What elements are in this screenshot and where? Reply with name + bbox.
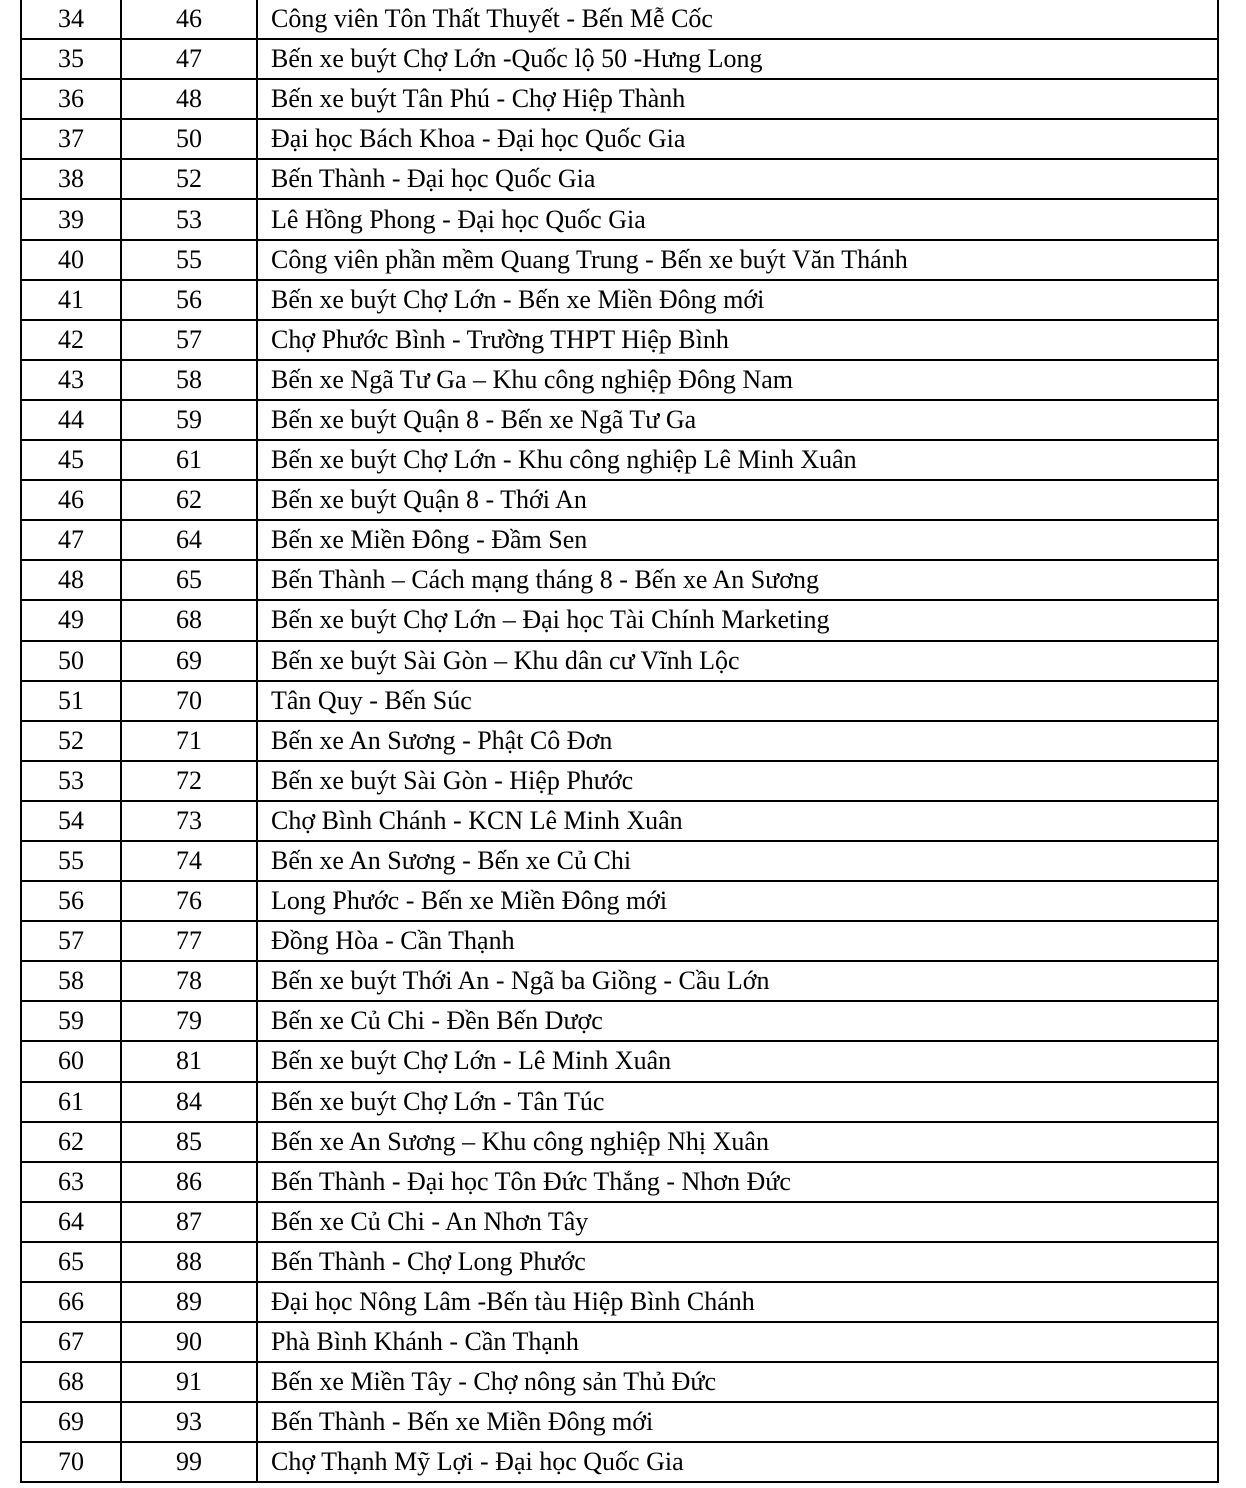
route-number-cell: 73: [121, 801, 257, 841]
table-row: [21, 39, 1218, 79]
route-number-cell: 65: [121, 560, 257, 600]
route-name-cell: Lê Hồng Phong - Đại học Quốc Gia: [257, 199, 1218, 239]
route-name-cell: Bến xe buýt Chợ Lớn - Lê Minh Xuân: [257, 1041, 1218, 1081]
route-number-cell: 77: [121, 921, 257, 961]
route-name-cell: Công viên phần mềm Quang Trung - Bến xe buýt Văn Thánh: [257, 240, 1218, 280]
route-number-cell: 81: [121, 1041, 257, 1081]
route-name-cell: Tân Quy - Bến Súc: [257, 681, 1218, 721]
route-number-cell: 91: [121, 1362, 257, 1402]
route-number-cell: 64: [121, 520, 257, 560]
row-index-cell: 53: [21, 761, 121, 801]
route-number-cell: 52: [121, 159, 257, 199]
row-index-cell: 36: [21, 79, 121, 119]
row-index-cell: 44: [21, 400, 121, 440]
row-index-cell: 62: [21, 1122, 121, 1162]
route-name-cell: Bến Thành - Bến xe Miền Đông mới: [257, 1402, 1218, 1442]
table-row: [21, 400, 1218, 440]
route-name-cell: Bến Thành - Chợ Long Phước: [257, 1242, 1218, 1282]
table-row: [21, 1162, 1218, 1202]
route-number-cell: 79: [121, 1001, 257, 1041]
route-number-cell: 72: [121, 761, 257, 801]
route-number-cell: 84: [121, 1082, 257, 1122]
table-row: [21, 0, 1218, 39]
table-row: [21, 560, 1218, 600]
route-name-cell: Bến xe buýt Quận 8 - Thới An: [257, 480, 1218, 520]
table-row: [21, 1242, 1218, 1282]
route-name-cell: Bến xe buýt Quận 8 - Bến xe Ngã Tư Ga: [257, 400, 1218, 440]
table-row: [21, 1322, 1218, 1362]
route-name-cell: Bến xe buýt Chợ Lớn – Đại học Tài Chính Marketing: [257, 600, 1218, 640]
table-row: [21, 641, 1218, 681]
row-index-cell: 39: [21, 199, 121, 239]
row-index-cell: 45: [21, 440, 121, 480]
bus-route-table: [20, 0, 1219, 1483]
row-index-cell: 43: [21, 360, 121, 400]
row-index-cell: 55: [21, 841, 121, 881]
route-name-cell: Bến xe An Sương - Bến xe Củ Chi: [257, 841, 1218, 881]
table-row: [21, 1362, 1218, 1402]
table-row: [21, 1122, 1218, 1162]
route-number-cell: 55: [121, 240, 257, 280]
row-index-cell: 67: [21, 1322, 121, 1362]
row-index-cell: 68: [21, 1362, 121, 1402]
row-index-cell: 70: [21, 1442, 121, 1482]
route-name-cell: Bến xe Miền Đông - Đầm Sen: [257, 520, 1218, 560]
row-index-cell: 35: [21, 39, 121, 79]
route-number-cell: 93: [121, 1402, 257, 1442]
route-number-cell: 68: [121, 600, 257, 640]
row-index-cell: 63: [21, 1162, 121, 1202]
table-row: [21, 119, 1218, 159]
route-number-cell: 69: [121, 641, 257, 681]
table-row: [21, 881, 1218, 921]
route-number-cell: 86: [121, 1162, 257, 1202]
row-index-cell: 56: [21, 881, 121, 921]
row-index-cell: 66: [21, 1282, 121, 1322]
table-row: [21, 761, 1218, 801]
route-name-cell: Bến Thành – Cách mạng tháng 8 - Bến xe An Sương: [257, 560, 1218, 600]
row-index-cell: 40: [21, 240, 121, 280]
table-row: [21, 199, 1218, 239]
row-index-cell: 48: [21, 560, 121, 600]
route-number-cell: 59: [121, 400, 257, 440]
route-name-cell: Bến xe buýt Chợ Lớn - Bến xe Miền Đông mới: [257, 280, 1218, 320]
route-name-cell: Bến Thành - Đại học Tôn Đức Thắng - Nhơn Đức: [257, 1162, 1218, 1202]
table-row: [21, 320, 1218, 360]
route-name-cell: Chợ Thạnh Mỹ Lợi - Đại học Quốc Gia: [257, 1442, 1218, 1482]
route-number-cell: 85: [121, 1122, 257, 1162]
row-index-cell: 38: [21, 159, 121, 199]
row-index-cell: 34: [21, 0, 121, 39]
table-row: [21, 721, 1218, 761]
table-row: [21, 159, 1218, 199]
table-row: [21, 921, 1218, 961]
route-number-cell: 53: [121, 199, 257, 239]
row-index-cell: 61: [21, 1082, 121, 1122]
table-row: [21, 79, 1218, 119]
table-row: [21, 961, 1218, 1001]
table-row: [21, 440, 1218, 480]
table-row: [21, 600, 1218, 640]
route-number-cell: 99: [121, 1442, 257, 1482]
row-index-cell: 49: [21, 600, 121, 640]
table-row: [21, 520, 1218, 560]
table-row: [21, 1442, 1218, 1482]
route-number-cell: 46: [121, 0, 257, 39]
route-number-cell: 50: [121, 119, 257, 159]
table-row: [21, 240, 1218, 280]
route-name-cell: Công viên Tôn Thất Thuyết - Bến Mễ Cốc: [257, 0, 1218, 39]
row-index-cell: 52: [21, 721, 121, 761]
route-name-cell: Bến xe Ngã Tư Ga – Khu công nghiệp Đông Nam: [257, 360, 1218, 400]
row-index-cell: 65: [21, 1242, 121, 1282]
route-name-cell: Bến xe buýt Chợ Lớn -Quốc lộ 50 -Hưng Long: [257, 39, 1218, 79]
row-index-cell: 54: [21, 801, 121, 841]
route-name-cell: Đại học Bách Khoa - Đại học Quốc Gia: [257, 119, 1218, 159]
table-row: [21, 681, 1218, 721]
row-index-cell: 46: [21, 480, 121, 520]
row-index-cell: 50: [21, 641, 121, 681]
route-number-cell: 89: [121, 1282, 257, 1322]
route-number-cell: 90: [121, 1322, 257, 1362]
table-row: [21, 1402, 1218, 1442]
row-index-cell: 42: [21, 320, 121, 360]
table-row: [21, 1041, 1218, 1081]
table-row: [21, 360, 1218, 400]
row-index-cell: 47: [21, 520, 121, 560]
route-number-cell: 71: [121, 721, 257, 761]
table-row: [21, 1202, 1218, 1242]
route-number-cell: 47: [121, 39, 257, 79]
route-name-cell: Bến xe buýt Thới An - Ngã ba Giồng - Cầu Lớn: [257, 961, 1218, 1001]
route-number-cell: 58: [121, 360, 257, 400]
route-name-cell: Bến xe buýt Sài Gòn – Khu dân cư Vĩnh Lộc: [257, 641, 1218, 681]
route-name-cell: Bến xe buýt Chợ Lớn - Khu công nghiệp Lê Minh Xuân: [257, 440, 1218, 480]
route-number-cell: 88: [121, 1242, 257, 1282]
row-index-cell: 37: [21, 119, 121, 159]
row-index-cell: 51: [21, 681, 121, 721]
row-index-cell: 69: [21, 1402, 121, 1442]
route-name-cell: Chợ Phước Bình - Trường THPT Hiệp Bình: [257, 320, 1218, 360]
route-name-cell: Bến xe Củ Chi - Đền Bến Dược: [257, 1001, 1218, 1041]
table-row: [21, 480, 1218, 520]
route-name-cell: Bến xe An Sương - Phật Cô Đơn: [257, 721, 1218, 761]
route-name-cell: Bến Thành - Đại học Quốc Gia: [257, 159, 1218, 199]
route-name-cell: Bến xe buýt Tân Phú - Chợ Hiệp Thành: [257, 79, 1218, 119]
route-name-cell: Đồng Hòa - Cần Thạnh: [257, 921, 1218, 961]
table-row: [21, 1082, 1218, 1122]
route-name-cell: Bến xe Miền Tây - Chợ nông sản Thủ Đức: [257, 1362, 1218, 1402]
route-name-cell: Chợ Bình Chánh - KCN Lê Minh Xuân: [257, 801, 1218, 841]
route-name-cell: Phà Bình Khánh - Cần Thạnh: [257, 1322, 1218, 1362]
table-row: [21, 1282, 1218, 1322]
table-row: [21, 1001, 1218, 1041]
route-number-cell: 48: [121, 79, 257, 119]
route-name-cell: Đại học Nông Lâm -Bến tàu Hiệp Bình Chánh: [257, 1282, 1218, 1322]
route-name-cell: Bến xe buýt Sài Gòn - Hiệp Phước: [257, 761, 1218, 801]
route-number-cell: 78: [121, 961, 257, 1001]
route-number-cell: 62: [121, 480, 257, 520]
row-index-cell: 64: [21, 1202, 121, 1242]
route-name-cell: Bến xe Củ Chi - An Nhơn Tây: [257, 1202, 1218, 1242]
route-table-body: [21, 0, 1218, 1482]
row-index-cell: 58: [21, 961, 121, 1001]
row-index-cell: 57: [21, 921, 121, 961]
route-number-cell: 61: [121, 440, 257, 480]
route-number-cell: 76: [121, 881, 257, 921]
route-name-cell: Bến xe buýt Chợ Lớn - Tân Túc: [257, 1082, 1218, 1122]
table-row: [21, 280, 1218, 320]
route-number-cell: 56: [121, 280, 257, 320]
route-name-cell: Bến xe An Sương – Khu công nghiệp Nhị Xuân: [257, 1122, 1218, 1162]
table-row: [21, 801, 1218, 841]
row-index-cell: 59: [21, 1001, 121, 1041]
table-row: [21, 841, 1218, 881]
route-name-cell: Long Phước - Bến xe Miền Đông mới: [257, 881, 1218, 921]
row-index-cell: 41: [21, 280, 121, 320]
route-number-cell: 57: [121, 320, 257, 360]
route-number-cell: 74: [121, 841, 257, 881]
route-number-cell: 87: [121, 1202, 257, 1242]
row-index-cell: 60: [21, 1041, 121, 1081]
route-number-cell: 70: [121, 681, 257, 721]
